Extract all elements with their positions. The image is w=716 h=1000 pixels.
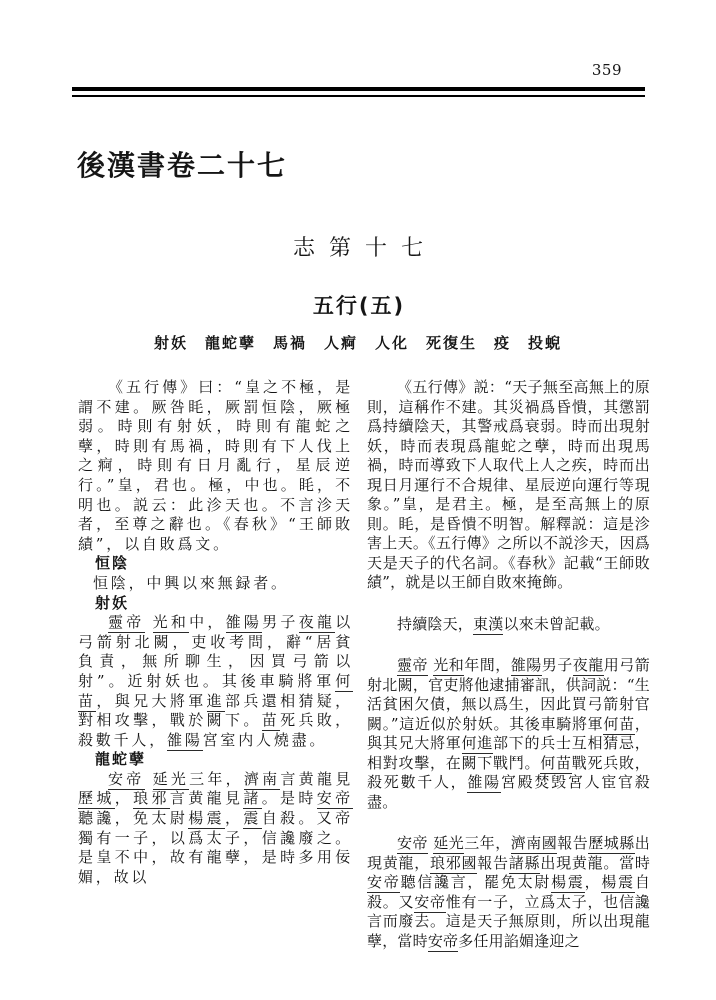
proper-noun-mark: 延光 xyxy=(433,834,465,852)
translation-column xyxy=(367,378,650,951)
proper-noun-mark: 安帝 xyxy=(367,873,401,891)
proper-noun-mark: 楊震 xyxy=(188,809,225,828)
proper-noun-mark: 諸 xyxy=(243,789,262,808)
proper-noun-mark: 安帝 xyxy=(397,834,428,852)
proper-noun-mark: 何進 xyxy=(461,734,494,752)
proper-noun-mark: 光和 xyxy=(152,613,190,632)
proper-noun-mark: 靈帝 xyxy=(397,656,428,674)
section-header-longshenie: 龍蛇孽 xyxy=(95,750,147,769)
header-double-rule xyxy=(72,87,645,97)
proper-noun-mark: 雒陽 xyxy=(225,613,263,632)
proper-noun-mark: 安帝 xyxy=(316,789,353,808)
paragraph-hengyin-translation: 持續陰天，東漢以來未曾記載。 xyxy=(397,614,610,633)
paragraph-wuxingzhuan-original: 《五行傳》曰：“皇之不極，是謂不建。厥咎眊，厥罰恒陰，厥極弱。時則有射妖，時則有龍蛇之孽，時則有馬禍，時則有下人伐上之痾，時則有日月亂行，星辰逆行。”皇，君也。極，中也。眊，不明也。説云：此沴天也。不言沴天者，至尊之辭也。《春秋》“王師敗績”，以自敗爲文。 xyxy=(78,378,353,553)
proper-noun-mark: 東漢 xyxy=(473,614,504,633)
proper-noun-mark: 楊震 xyxy=(551,873,585,891)
proper-noun-mark: 進 xyxy=(206,691,225,710)
proper-noun-mark: 歷城 xyxy=(78,789,115,808)
classical-text-column xyxy=(78,378,353,951)
proper-noun-mark: 延光 xyxy=(152,769,190,788)
paragraph-sheyao-translation: 靈帝 光和年間，雒陽男子夜龍用弓箭射北闕，官吏將他逮捕審訊，供詞説：“生活貧困欠債，無以爲生，因此買弓箭射官闕。”這近似於射妖。其後車騎將軍何苗，與其兄大將軍何進部下的兵士互相猜忌，相對攻擊，在闕下戰鬥。何苗戰死兵敗，殺死數千人，雒陽宮殿焚毁宮人宦官殺盡。 xyxy=(367,656,651,811)
proper-noun-mark: 何苗 xyxy=(603,714,635,733)
proper-noun-mark: 諸縣 xyxy=(508,853,541,872)
paragraph-longshenie-translation: 安帝 延光三年，濟南國報告歷城縣出現黄龍，琅邪國報告諸縣出現黄龍。當時安帝聽信讒言，罷免太尉楊震，楊震自殺。又安帝惟有一子，立爲太子，也信讒言而廢去。這是天子無原則，所以出現龍孽，當時安帝多任用諂媚逢迎之 xyxy=(367,834,651,950)
page-number: 359 xyxy=(591,61,622,79)
chapter-title: 五行(五) xyxy=(312,294,406,318)
proper-noun-mark: 濟南國 xyxy=(510,834,558,852)
proper-noun-mark: 苗 xyxy=(261,711,281,730)
proper-noun-mark: 安帝 xyxy=(427,931,459,950)
proper-noun-mark: 琅邪 xyxy=(133,789,170,808)
proper-noun-mark: 歷城縣 xyxy=(588,834,635,852)
paragraph-sheyao-original: 靈帝 光和中，雒陽男子夜龍以弓箭射北闕，吏收考問，辭“居貧負責，無所聊生，因買弓箭以射”。近射妖也。其後車騎將軍何苗，與兄大將軍進部兵還相猜疑，對相攻擊，戰於闕下。苗死兵敗，殺數千人，雒陽宮室内人燒盡。 xyxy=(78,613,354,749)
book-title: 後漢書卷二十七 xyxy=(77,149,288,182)
proper-noun-mark: 靈帝 xyxy=(108,613,145,632)
proper-noun-mark: 光和 xyxy=(433,656,465,674)
proper-noun-mark: 琅邪國 xyxy=(430,853,478,872)
proper-noun-mark: 夜龍 xyxy=(572,656,604,674)
proper-noun-mark: 安帝 xyxy=(108,769,145,788)
section-header-hengyin: 恒陰 xyxy=(95,554,130,573)
treatise-title: 志第十七 xyxy=(292,236,437,261)
proper-noun-mark: 夜龍 xyxy=(298,613,336,632)
proper-noun-mark: 雒陽 xyxy=(167,730,203,749)
section-header-sheyao: 射妖 xyxy=(95,593,130,612)
proper-noun-mark: 安帝 xyxy=(414,892,446,911)
two-column-text xyxy=(78,378,650,951)
paragraph-hengyin-original: 恒陰，中興以來無録者。 xyxy=(93,573,289,592)
proper-noun-mark: 何苗 xyxy=(78,671,353,710)
topics-line: 射妖 龍蛇孽 馬禍 人痾 人化 死復生 疫 投蜺 xyxy=(153,334,562,352)
proper-noun-mark: 震 xyxy=(243,809,262,828)
proper-noun-mark: 雒陽 xyxy=(510,656,542,674)
proper-noun-mark: 楊震 xyxy=(601,873,635,891)
proper-noun-mark: 雒陽 xyxy=(467,773,501,791)
proper-noun-mark: 濟南 xyxy=(243,769,281,788)
paragraph-wuxingzhuan-translation: 《五行傳》説：“天子無至高無上的原則，這稱作不建。其災禍爲昏憒，其懲罰爲持續陰天，其警戒爲衰弱。時而出現射妖，時而表現爲龍蛇之孽，時而出現馬禍，時而導致下人取代上人之疾，時而出現日月運行不合規律、星辰逆向運行等現象。”皇，是君主。極，是至高無上的原則。眊，是昏憒不明智。解釋説：這是沴害上天。《五行傳》之所以不説沴天，因爲天是天子的代名詞。《春秋》記載“王師敗績”，就是以王師自敗來掩飾。 xyxy=(367,378,650,591)
proper-noun-mark: 何苗 xyxy=(540,753,572,772)
paragraph-longshenie-original: 安帝 延光三年，濟南言黄龍見歷城，琅邪言黄龍見諸。是時安帝聽讒，免太尉楊震，震自殺。又帝獨有一子，以爲太子，信讒廢之。是皇不中，故有龍孽，是時多用佞媚，故以 xyxy=(78,769,354,886)
